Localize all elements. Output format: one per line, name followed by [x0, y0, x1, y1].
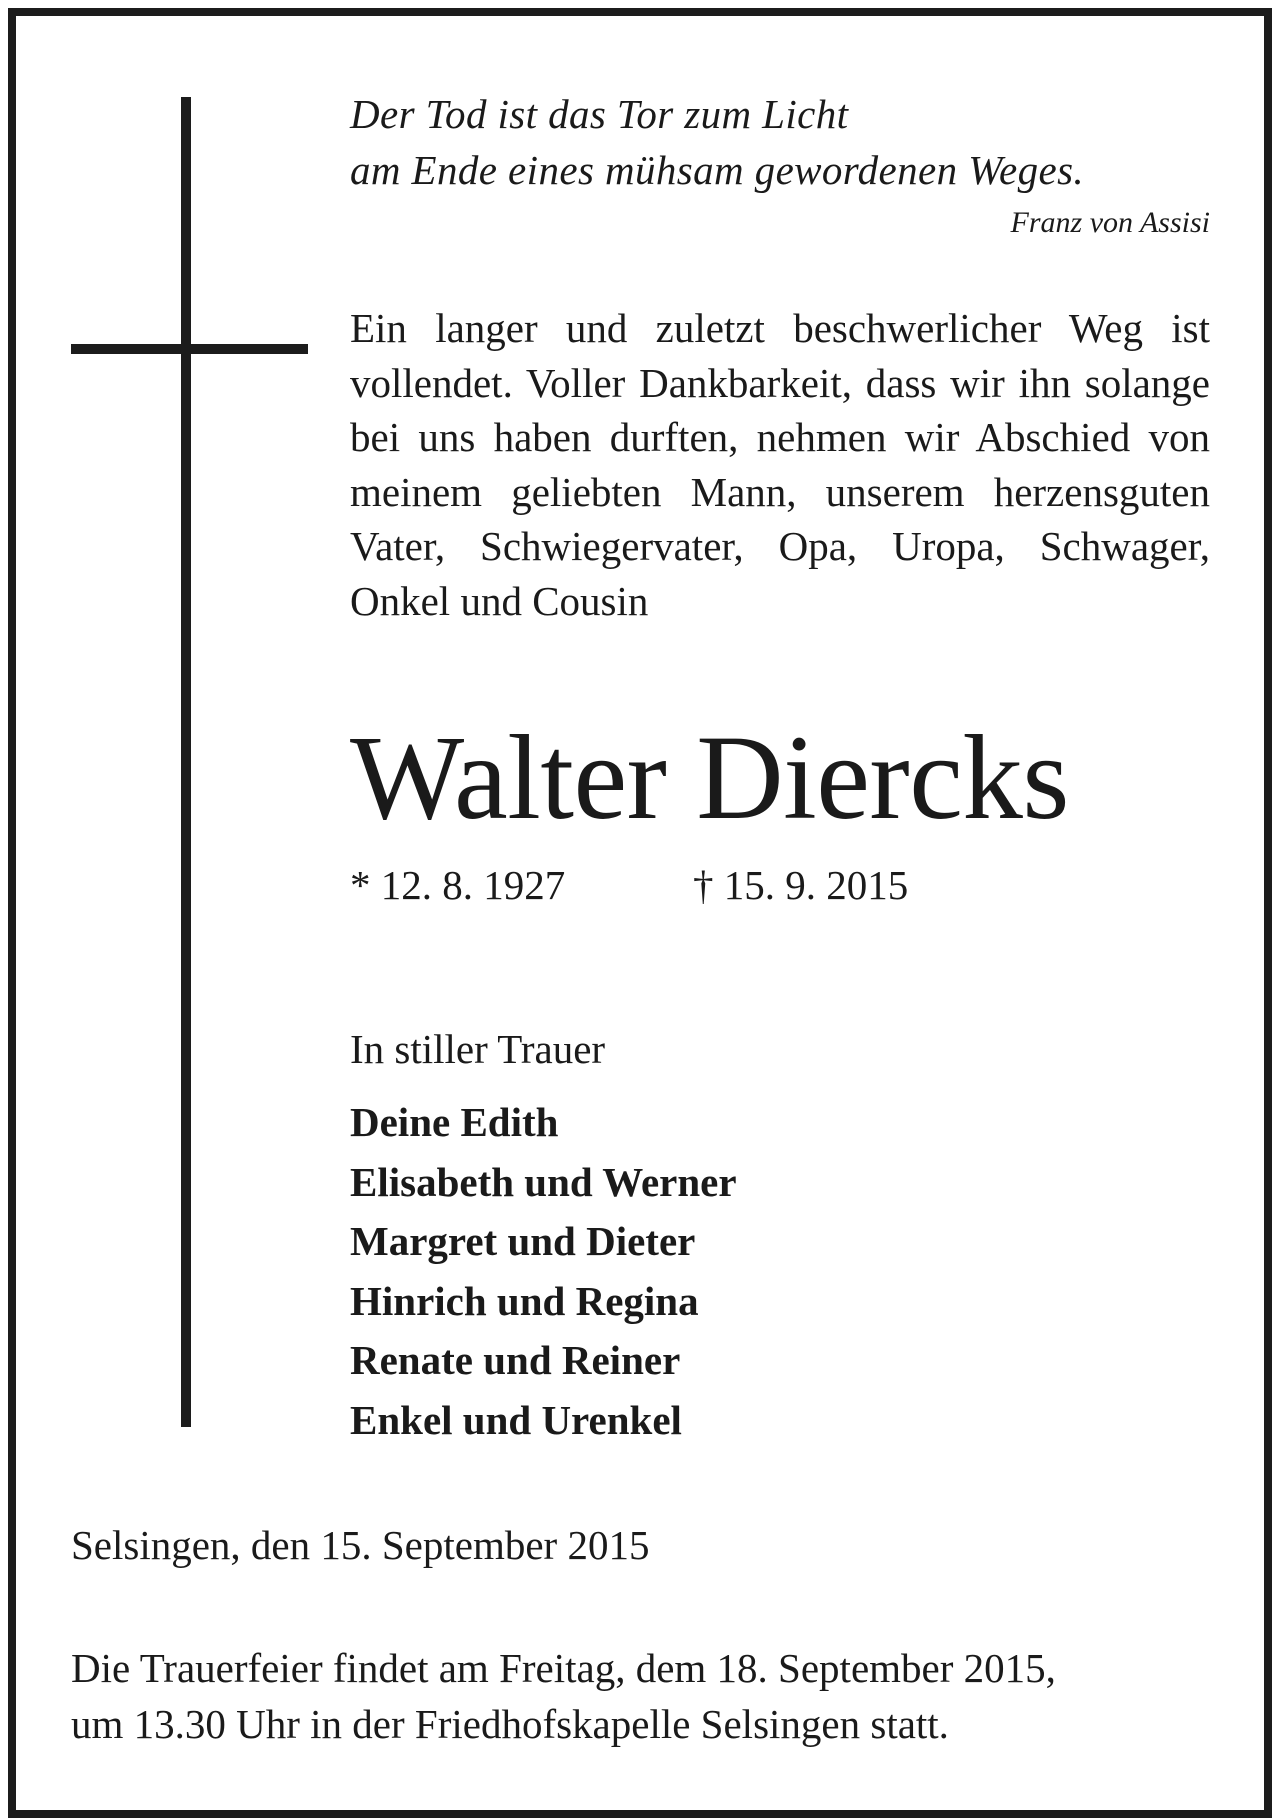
intro-text: Ein langer und zuletzt beschwerlicher Weg ist vollendet. Voller Dankbarkeit, dass wir ihn solange bei uns haben durften, nehmen wir Abschied von meinem geliebten Mann, unserem herzensguten Vater, Schwiegervater, Opa, Uropa, Schwager, Onkel und Cousin [350, 305, 1210, 624]
funeral-line: Die Trauerfeier findet am Freitag, dem 18. September 2015, [71, 1645, 1056, 1691]
funeral-notice [71, 1640, 1221, 1752]
quote [350, 86, 1210, 198]
cross-icon [181, 97, 191, 1427]
mourner-name: Elisabeth und Werner [350, 1158, 737, 1205]
quote-line: am Ende eines mühsam gewordenen Weges. [350, 147, 1085, 193]
deceased-name: Walter Diercks [350, 711, 1069, 845]
birth-date: * 12. 8. 1927 [350, 862, 566, 908]
life-dates [350, 857, 1210, 913]
quote-line: Der Tod ist das Tor zum Licht [350, 91, 849, 137]
quote-author: Franz von Assisi [1010, 206, 1210, 239]
place-date: Selsingen, den 15. September 2015 [71, 1522, 650, 1568]
mourner-name: Renate und Reiner [350, 1337, 681, 1383]
mourner-name: Deine Edith [350, 1099, 559, 1145]
cross-icon-crossbar [71, 344, 308, 354]
mourner-name: Margret und Dieter [350, 1218, 696, 1264]
mourners-list [350, 1093, 1210, 1450]
funeral-line: um 13.30 Uhr in der Friedhofskapelle Selsingen statt. [71, 1701, 949, 1747]
mourner-name: Enkel und Urenkel [350, 1396, 682, 1443]
mourning-label: In stiller Trauer [350, 1026, 606, 1072]
mourner-name: Hinrich und Regina [350, 1277, 699, 1324]
death-date: † 15. 9. 2015 [693, 862, 909, 908]
